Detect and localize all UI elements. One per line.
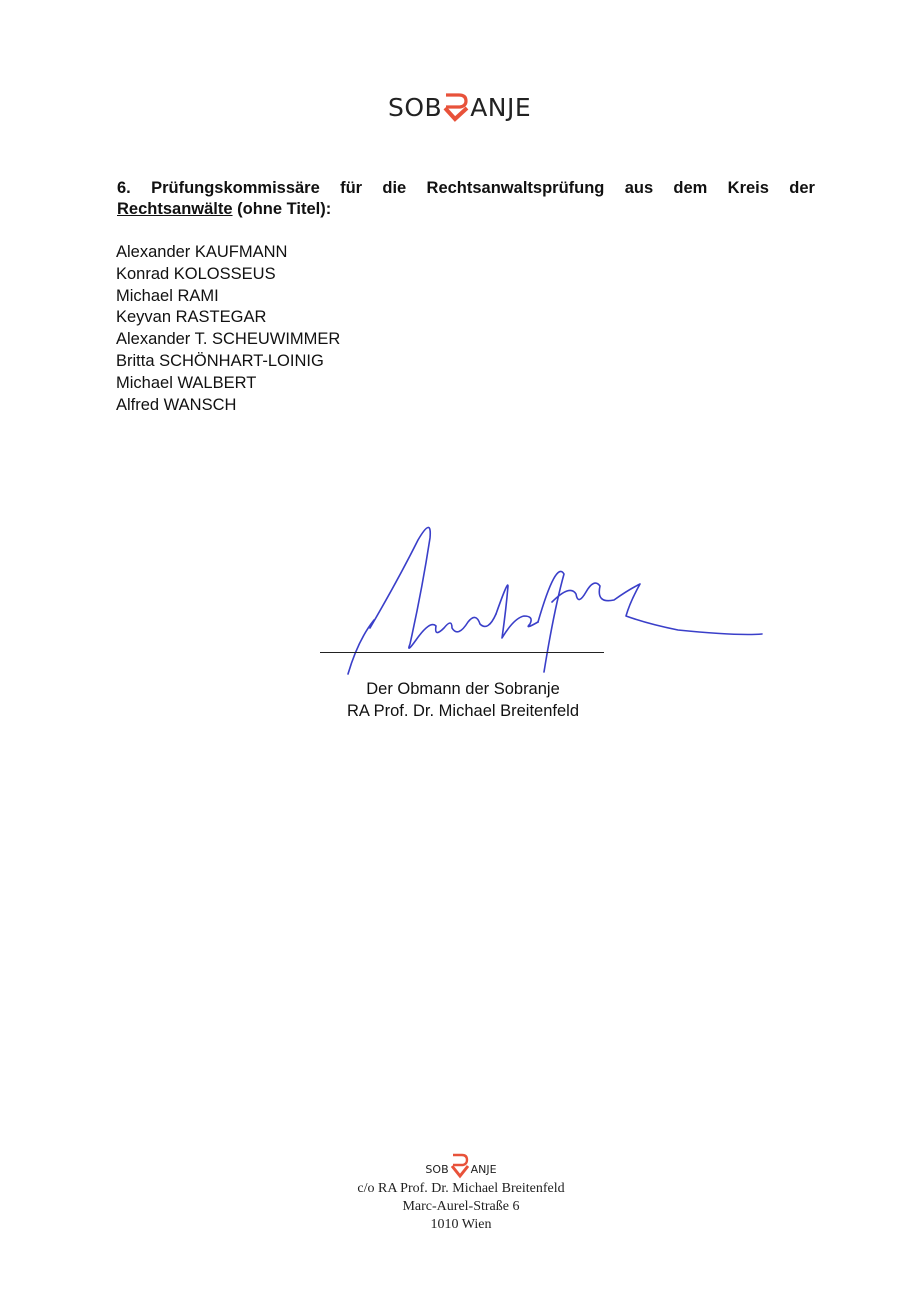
footer-logo-text-left: SOB [425,1163,449,1176]
heading-word: Kreis [727,179,769,197]
sobranje-r-icon [451,1153,469,1179]
logo-text-left: SOB [388,92,443,122]
heading-word: aus [624,179,654,197]
footer-line: Marc-Aurel-Straße 6 [402,1199,520,1214]
footer-logo-text-right: ANJE [470,1163,497,1176]
commissioner-list [116,242,340,416]
sobranje-logo [388,92,531,122]
heading-word: Rechtsanwaltsprüfung [426,179,605,197]
signature-line [320,652,604,653]
list-item: Michael RAMI [116,286,219,305]
heading-word: der [789,179,815,197]
heading-word: die [382,179,407,197]
footer-line: 1010 Wien [430,1217,492,1232]
list-item: Alfred WANSCH [116,395,237,414]
list-item: Alexander T. SCHEUWIMMER [116,330,341,349]
section-heading [117,178,815,220]
list-item: Alexander KAUFMANN [116,243,288,261]
handwritten-signature [318,520,768,680]
list-item: Britta SCHÖNHART-LOINIG [116,351,324,370]
signer-role: Der Obmann der Sobranje [366,680,560,698]
list-item: Keyvan RASTEGAR [116,308,267,327]
heading-word: Prüfungskommissäre [151,179,320,197]
list-item: Konrad KOLOSSEUS [116,264,276,283]
signer-block [318,678,608,722]
sobranje-r-icon [443,92,469,122]
signer-name: RA Prof. Dr. Michael Breitenfeld [346,702,579,720]
heading-word: für [340,179,363,197]
footer-logo [300,1153,622,1179]
footer-line: c/o RA Prof. Dr. Michael Breitenfeld [357,1181,565,1196]
heading-number: 6. [117,179,131,197]
heading-rest: (ohne Titel): [237,200,332,218]
heading-word: dem [673,179,708,197]
footer-address [300,1153,622,1234]
list-item: Michael WALBERT [116,373,257,392]
logo-text-right: ANJE [470,92,532,122]
heading-underlined-term: Rechtsanwälte [117,200,233,218]
